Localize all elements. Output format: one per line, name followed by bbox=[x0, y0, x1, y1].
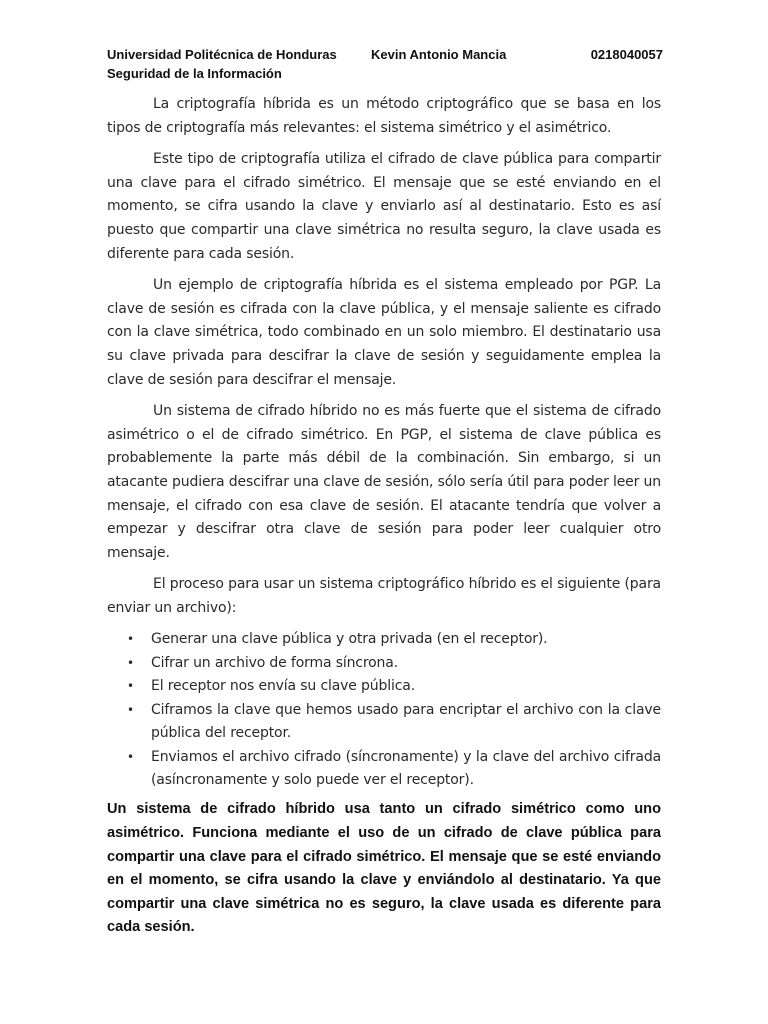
step-text: Enviamos el archivo cifrado (síncronamente) y la clave del archivo cifrada (asíncronamente y solo puede ver el receptor). bbox=[151, 748, 661, 788]
list-item bbox=[107, 746, 661, 793]
list-item bbox=[107, 652, 661, 675]
bullet-icon: • bbox=[127, 632, 134, 647]
list-item bbox=[107, 699, 661, 746]
list-item bbox=[107, 675, 661, 698]
bullet-icon: • bbox=[127, 655, 134, 670]
paragraph-intro: La criptografía híbrida es un método criptográfico que se basa en los tipos de criptografía más relevantes: el sistema simétrico y el asimétrico. bbox=[107, 96, 661, 136]
summary-paragraph: Un sistema de cifrado híbrido usa tanto un cifrado simétrico como uno asimétrico. Funciona mediante el uso de un cifrado de clave pública para compartir una clave para el cifrado simétrico. El mensaje que se esté enviando en el momento, se cifra usando la clave y enviándolo al destinatario. Ya que compartir una clave simétrica no es seguro, la clave usada es diferente para cada sesión. bbox=[107, 801, 661, 936]
list-item bbox=[107, 628, 661, 651]
paragraph-process: El proceso para usar un sistema criptográfico híbrido es el siguiente (para enviar un archivo): bbox=[107, 576, 661, 616]
document-header bbox=[107, 45, 667, 83]
step-text: El receptor nos envía su clave pública. bbox=[151, 678, 416, 695]
bullet-icon: • bbox=[127, 702, 134, 717]
document-body bbox=[107, 93, 661, 940]
process-steps-list bbox=[107, 628, 661, 792]
author-name: Kevin Antonio Mancia bbox=[371, 47, 507, 62]
paragraph-strength: Un sistema de cifrado híbrido no es más fuerte que el sistema de cifrado asimétrico o el de cifrado simétrico. En PGP, el sistema de clave pública es probablemente la parte más débil de la combinación. Sin embargo, si un atacante pudiera descifrar una clave de sesión, sólo sería útil para poder leer un mensaje, el cifrado con esa clave de sesión. El atacante tendría que volver a empezar y descifrar otra clave de sesión para poder leer cualquier otro mensaje. bbox=[107, 403, 661, 561]
paragraph-pgp-example: Un ejemplo de criptografía híbrida es el sistema empleado por PGP. La clave de sesión es cifrada con la clave pública, y el mensaje saliente es cifrado con la clave simétrica, todo combinado en un solo miembro. El destinatario usa su clave privada para descifrar la clave de sesión y seguidamente emplea la clave de sesión para descifrar el mensaje. bbox=[107, 277, 661, 388]
paragraph-public-key: Este tipo de criptografía utiliza el cifrado de clave pública para compartir una clave para el cifrado simétrico. El mensaje que se esté enviando en el momento, se cifra usando la clave y enviarlo así al destinatario. Esto es así puesto que compartir una clave simétrica no resulta seguro, la clave usada es diferente para cada sesión. bbox=[107, 151, 661, 262]
bullet-icon: • bbox=[127, 749, 134, 764]
student-id: 0218040057 bbox=[590, 47, 663, 62]
step-text: Cifrar un archivo de forma síncrona. bbox=[151, 654, 399, 671]
step-text: Ciframos la clave que hemos usado para encriptar el archivo con la clave pública del receptor. bbox=[151, 701, 661, 742]
institution-name: Universidad Politécnica de Honduras bbox=[107, 47, 337, 62]
step-text: Generar una clave pública y otra privada (en el receptor). bbox=[151, 631, 548, 648]
course-name: Seguridad de la Información bbox=[107, 66, 282, 81]
bullet-icon: • bbox=[127, 679, 134, 694]
